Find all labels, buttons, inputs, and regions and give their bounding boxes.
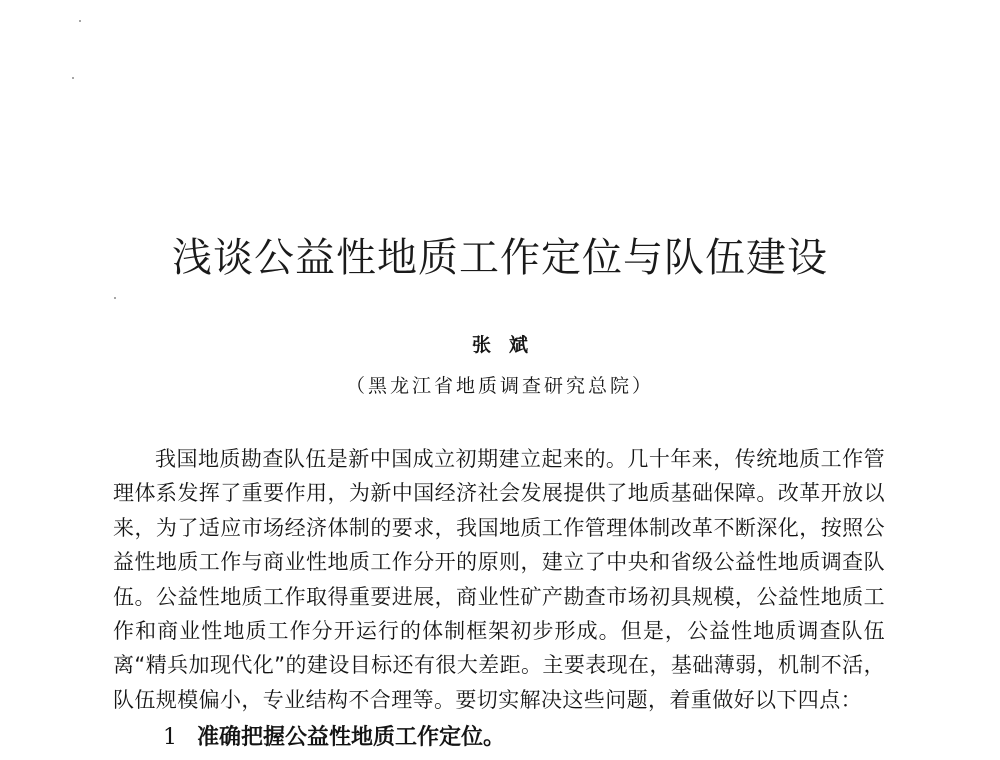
section-heading [163, 721, 505, 755]
scan-speck [72, 77, 74, 79]
section-title: 准确把握公益性地质工作定位。 [197, 725, 506, 750]
scan-speck [79, 20, 81, 22]
author-name: 张斌 [471, 334, 546, 356]
section-number: 1 [163, 725, 177, 750]
author-affiliation: （黑龙江省地质调查研究总院） [345, 375, 654, 397]
intro-paragraph: 我国地质勘查队伍是新中国成立初期建立起来的。几十年来，传统地质工作管理体系发挥了重要作用，为新中国经济社会发展提供了地质基础保障。改革开放以来，为了适应市场经济体制的要求，我国地质工作管理体制改革不断深化，按照公益性地质工作与商业性地质工作分开的原则，建立了中央和省级公益性地质调查队伍。公益性地质工作取得重要进展，商业性矿产勘查市场初具规模，公益性地质工作和商业性地质工作分开运行的体制框架初步形成。但是，公益性地质调查队伍离“精兵加现代化”的建设目标还有很大差距。主要表现在，基础薄弱，机制不活，队伍规模偏小，专业结构不合理等。要切实解决这些问题，着重做好以下四点： [113, 447, 885, 712]
scan-speck [114, 297, 116, 299]
article-title: 浅谈公益性地质工作定位与队伍建设 [172, 235, 828, 281]
